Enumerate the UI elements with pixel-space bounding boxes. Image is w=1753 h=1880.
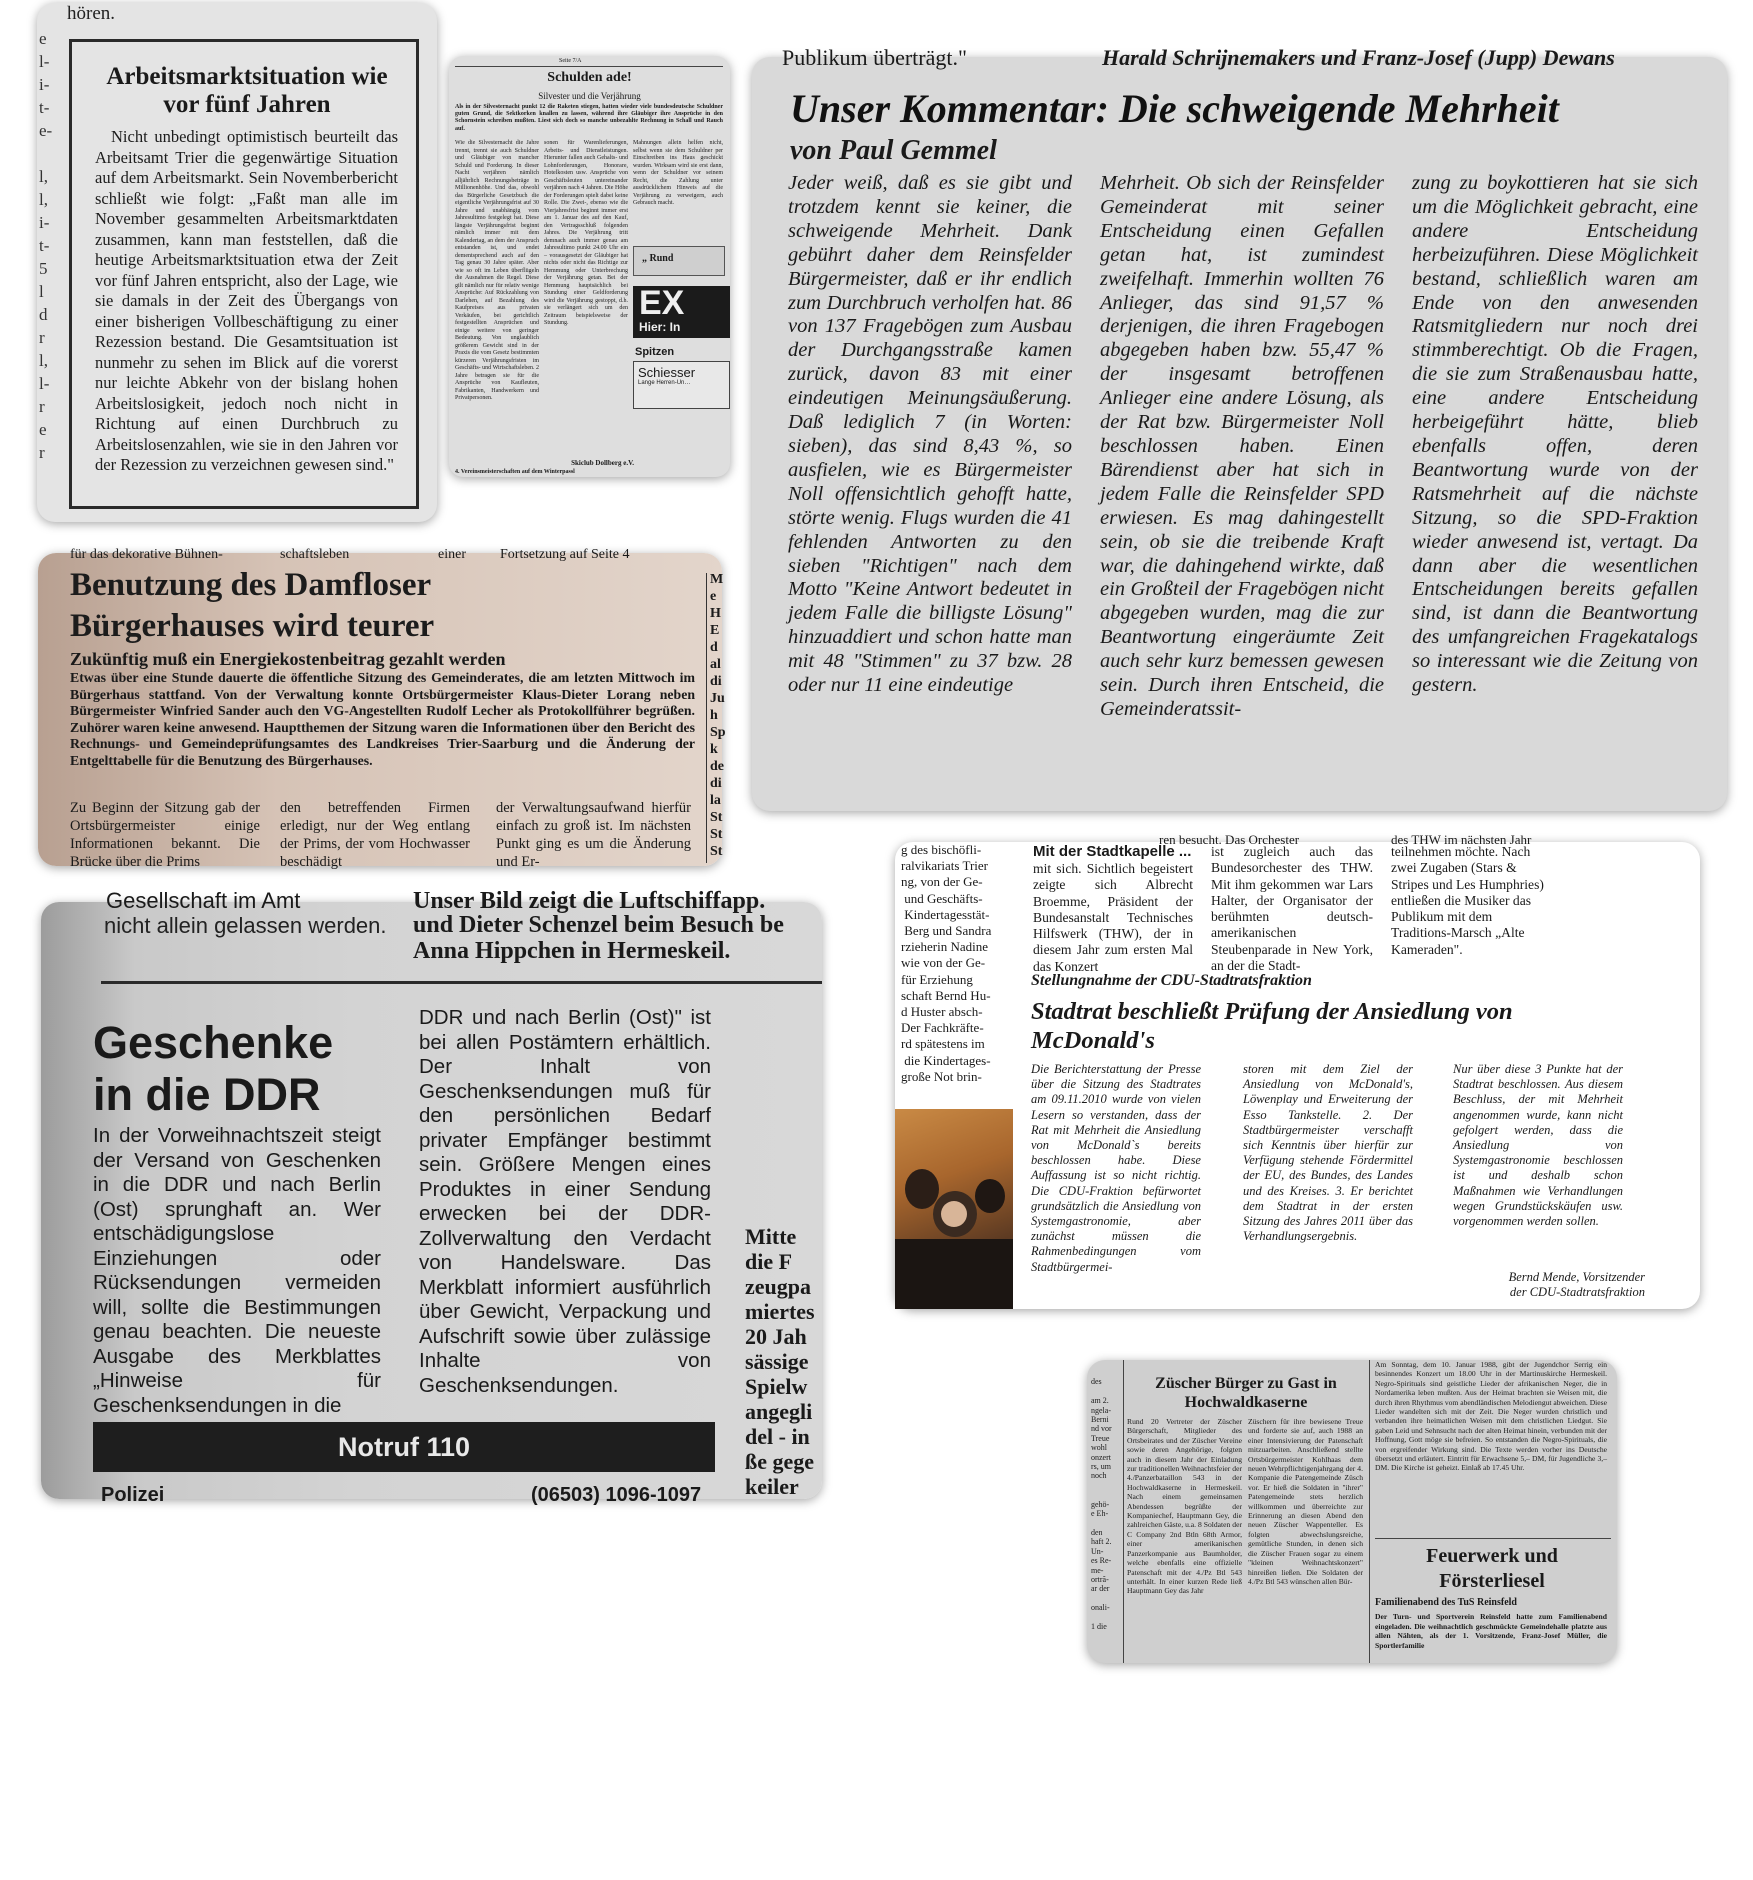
clip2-ad-rund	[633, 246, 725, 276]
clip3-top-fragment: Publikum überträgt."	[782, 45, 967, 70]
clip6-sign2: der CDU-Stadtratsfraktion	[1509, 1285, 1645, 1299]
clip4-top-fragment-4: Fortsetzung auf Seite 4	[500, 547, 630, 562]
clip3-byline: von Paul Gemmel	[790, 135, 997, 166]
clip2-ad-schiesser-box	[633, 361, 730, 409]
clip5-top-left: nicht allein gelassen werden.	[104, 913, 387, 938]
clip1-left-margin: e l- i- t- e- l, l, i- t- 5 l d r l, l- r e r	[39, 29, 53, 462]
clip2-ad-ex-text: EX	[639, 284, 685, 322]
clip3-col2: Mehrheit. Ob sich der Reinsfelder Gemeinderat mit seiner Entscheidung einen Gefallen getan hat, ist zumindest zweifelhaft. Immerhin wollten 76 Anlieger, das sind 91,57 % derjenigen, die ihren Fragebogen abgegeben haben bzw. 55,47 % der insgesamt betroffenen Anlieger eine andere Lösung, als der Rat bzw. Bürgermeister Noll beschlossen haben. Einen Bärendienst aber hat sich in jedem Falle die Reinsfelder SPD erwiesen. Es mag dahingestellt sein, ob sie die treibende Kraft war, die dahingehend wirkte, daß ein Großteil der Fragebögen nicht abgegeben wurden, mag die zur Beantwortung eingeräumte Zeit auch sehr kurz bemessen gewesen sein. Durch ihren Entscheid, die Gemeinderatssit-	[1100, 172, 1384, 720]
clip7-subhead2: Familienabend des TuS Reinsfeld	[1375, 1597, 1517, 1608]
clip6-col0: g des bischöfli- ralvikariats Trier ng, von der Ge- und Geschäfts- Kindertagesstät- Berg und Sandra rzieherin Nadine wie von der Ge- für Erziehung schaft Bernd Hu- d Huster absch- Der Fachkräfte- rd spätestens im die Kindertages- große Not brin-	[901, 842, 992, 1084]
clip7-col1: Rund 20 Vertreter der Züscher Bürgerschaft, Mitglieder des Ortsbeirates und der Züscher Vereine sowie deren Angehörige, folgten auch in diesem Jahr der Einladung zur traditionellen Weihnachtsfeier der 4./Panzerbataillon 543 in der Hochwaldkaserne in Hermeskeil. Nach einem gemeinsamen Abendessen begrüßte der Kompaniechef, Hauptmann Gey, die zahlreichen Gäste, u.a. 8 Soldaten der C Company 2nd Btln 68th Armor, einer amerikanischen Panzerkompanie aus Baumholder, welche ebenfalls eine offizielle Patenschaft mit der 4./Pz Btl 543 unterhält. In einer kurzen Rede ließ Hauptmann Gey das Jahr	[1127, 1417, 1242, 1596]
clip6-photo-bodies	[895, 1239, 1013, 1309]
clip6-photo-person-1	[905, 1169, 939, 1209]
clip2-col2: sonen für Warenlieferungen, Arbeits- und Dienstleistungen. Hierunter fallen auch Gehalts- und Lohnforderungen, Honorare, Hotelkosten usw. Ansprüche von Geschäftsleuten untereinander verjähren nach 4 Jahren. Die Höhe der Forderungen spielt dabei keine Rolle. Die Zwei-, ebenso wie die Vierjahresfrist beginnt immer erst am 1. Januar des auf den Kauf, den Vertragsschluß folgenden Jahres. Die Verjährung tritt demnach auch immer genau am Jahresultimo punkt 24.00 Uhr ein – vorausgesetzt der Gläubiger hat nichts oder nicht das Richtige zur Hemmung oder Unterbrechung der Verjährung getan. Bei der Hemmung hauptsächlich bei Stundung einer Geldforderung wird die Verjährung gestoppt, d.h. sie verlängert sich um den Zeitraum beispielsweise der Stundung.	[544, 140, 628, 326]
clip4-lead: Etwas über eine Stunde dauerte die öffentliche Sitzung des Gemeinderates, die am letzten Mittwoch im Bürgerhaus stattfand. Von der Verwaltung konnte Ortsbürgermeister Klaus-Dieter Lorang neben Bürgermeister Winfried Sander auch den VG-Angestellten Rudolf Lecher als Protokollführer begrüßen. Zuhörer waren keine anwesend. Hauptthemen der Sitzung waren die Informationen über den Bericht des Rechnungs- und Gemeindeprüfungsamtes des Landkreises Trier-Saarburg und die Änderung der Entgelttabelle für die Benutzung des Bürgerhauses.	[70, 670, 695, 768]
clip2-ad-spitzen: Spitzen	[635, 346, 675, 358]
clip2-subhead: Silvester und die Verjährung	[538, 91, 641, 101]
clip5-top-right-2: und Dieter Schenzel beim Besuch be	[413, 912, 784, 938]
clip7-col2: Züschern für ihre bewiesene Treue und forderte sie auf, auch 1988 an einer Intensivierung der Patenschaft mitzuarbeiten. Anschließend stellte Ortsbürgermeister Kohlhaas dem neuen Wehrpflichtigenjahrgang der 4. Kompanie die Patengemeinde Züsch vor. Er hieß die Soldaten in "ihrer" Patengemeinde stets herzlich willkommen und überreichte zur Erinnerung an diesen Abend den neuen Züscher Wappenteller. Es folgten abwechslungsreiche, gemütliche Stunden, in denen sich die Züscher Frauen sogar zu einem "kleinen Weihnachtskonzert" hinreißen ließen. Die Soldaten der 4./Pz Btl 543 wünschen allen Bür-	[1248, 1417, 1363, 1586]
clip2-ad-hier-text: Hier: In	[639, 320, 681, 334]
clip1-body: Nicht unbedingt optimistisch beurteilt das Arbeitsamt Trier die gegenwärtige Situation auf dem Arbeitsmarkt. Sein Novemberbericht schließt wie folgt: „Faßt man alle im November gesammelten Arbeitsmarktdaten zusammen, kann man feststellen, daß die heutige Arbeitsmarktsituation etwa der Zeit vor fünf Jahren entspricht, also der Lage, wie sie damals in der Zeit des Übergangs von einer bisherigen Vollbeschäftigung zu einer Rezession bestand. Die Gesamtsituation ist nunmehr zu sehen im Blick auf die vorerst nur leichte Abkehr von der bislang hohen Arbeitslosigkeit, jedoch noch nicht in Richtung auf einen Durchbruch zu Arbeitslosenzahlen, wie sie in den Jahren vor der Rezession zu verzeichnen gewesen sind."	[95, 127, 398, 474]
clip3-top-names: Harald Schrijnemakers und Franz-Josef (Jupp) Dewans	[1102, 45, 1615, 70]
clip6-headline: Stadtrat beschließt Prüfung der Ansiedlung von McDonald's	[1031, 998, 1513, 1054]
clipping-zuesch-reinsfeld	[1087, 1360, 1617, 1663]
clip5-top-right-1: Unser Bild zeigt die Luftschiffapp.	[413, 888, 766, 914]
clip4-right-chars: M e H E d al di Ju h Sp k de di la St St St	[710, 572, 726, 859]
clip5-banner-text: Notruf 110	[337, 1432, 471, 1462]
clip6-bcol1: Die Berichterstattung der Presse über die Sitzung des Stadtrates am 09.11.2010 wurde von vielen Lesern so verstanden, dass der Rat mit Mehrheit die Ansiedlung von McDonald`s bereits beschlossen habe. Diese Auffassung ist so nicht richtig. Die CDU-Fraktion befürwortet grundsätzlich die Ansiedlung von Systemgastronomie, aber zunächst müssen die Rahmenbedingungen vom Stadtbürgermei-	[1031, 1062, 1201, 1274]
clip6-sign1: Bernd Mende, Vorsitzender	[1508, 1270, 1645, 1284]
clip5-banner	[93, 1422, 715, 1472]
clip2-ad-rund-text: „ Rund	[642, 253, 674, 264]
clipping-arbeitsmarkt	[37, 3, 437, 522]
clip2-col1: Wie die Silvesternacht die Jahre trennt, trennt sie auch Schuldner und Gläubiger von mancher Schuld und Forderung. In dieser Nacht verjähren nämlich alljährlich Rechnungsbeträge in Millionenhöhe. Und das, obwohl das Bürgerliche Gesetzbuch die eigentliche Verjährungsfrist auf 30 Jahre und unabhängig vom Jahresultimo festgelegt hat. Diese längste Verjährungsfrist beginnt nämlich immer mit dem Kalendertag, an dem der Anspruch entstanden ist, und endet dementsprechend auch auf den Tag genau 30 Jahre später. Aber wie so oft im Leben überflügeln die Ausnahmen die Regel. Diese gilt nämlich nur für relativ wenige Ansprüche: Auf Rückzahlung von Darlehen, auf Bezahlung des Kaufpreises aus privaten Verkäufen, bei gerichtlich festgestellten Ansprüchen und einige weitere von geringer Bedeutung. Von unglaublich größerem Gewicht sind in der Praxis die vom Gesetz bestimmten kürzeren Verjährungsfristen im Geschäfts- und Wirtschaftsleben. 2 Jahre betragen sie für die Ansprüche von Kaufleuten, Fabrikanten, Handwerkern und Privatpersonen.	[455, 140, 539, 401]
clip5-bottom-left: Polizei	[101, 1484, 165, 1506]
clip2-page-label: Seite 7/A	[559, 58, 582, 64]
clip7-left-chars: des am 2. ngela- Berni nd vor Treue wohl onzert rs, um noch gehö- e Eh- den haft 2. Un- es Re- me- ortrã- ar der onali- 1 die	[1091, 1377, 1112, 1631]
clip6-photo	[895, 1109, 1013, 1309]
clip1-headline: Arbeitsmarktsituation wie vor fünf Jahren	[106, 63, 388, 118]
clip5-col1: In der Vorweihnachtszeit steigt der Versand von Geschenken in die DDR und nach Berlin (Ost) sprunghaft an. Wer entschädigungslose Einziehungen oder Rücksendungen vermeiden will, sollte die Bestimmungen genau beachten. Die neueste Ausgabe des Merkblattes „Hinweise für Geschenksendungen in die	[93, 1124, 381, 1417]
clip7-headline: Züscher Bürger zu Gast in Hochwaldkaserne	[1155, 1375, 1337, 1411]
clipping-mcdonalds	[895, 832, 1700, 1309]
clip3-col1: Jeder weiß, daß es sie gibt und trotzdem kennt sie keiner, die schweigende Mehrheit. Dank gebührt daher dem Reinsfelder Bürgermeister, daß er ihr endlich zum Durchbruch verholfen hat. 86 von 137 Fragebögen zum Ausbau der Durchgangsstraße kamen zurück, davon 83 mit einer eindeutigen Meinungsäußerung. Daß lediglich 7 (in Worten: sieben), das sind 8,43 %, so ausfielen, wie es Bürgermeister Noll offensichtlich gehofft hatte, störte wenig. Flugs wurden die 41 fehlenden Antworten zu den sieben "Richtigen" nach dem Motto "Keine Antwort bedeutet in jedem Falle die billigste Lösung" hinzuaddiert und schon hatte man mit 48 "Stimmen" zu 37 bzw. 28 oder nur 11 eine eindeutige	[788, 172, 1072, 697]
clip2-ad-ex	[633, 286, 730, 338]
clip6-col2: ist zugleich auch das Bundesorchester des THW. Mit ihm gekommen war Lars Halter, der Organisator der berühmten deutsch-amerikanischen Steubenparade in New York, an der die Stadt-	[1211, 844, 1373, 974]
clip4-divider	[706, 573, 707, 863]
clip2-ad-address: Lange Herren-Un…	[638, 380, 691, 386]
clip7-vrule-2	[1369, 1360, 1370, 1663]
clip3-col3: zung zu boykottieren hat sie sich um die Möglichkeit gebracht, eine andere Entscheidung herbeizuführen. Diese Möglichkeit bestand, schließlich waren am Ende von den anwesenden Ratsmitgliedern nur noch drei stimmberechtigt. Ob die Fragen, die sie zum Straßenausbau hatte, eine andere Entscheidung herbeigeführt hätte, blieb ebenfalls offen, deren Beantwortung wurde von der Ratsmehrheit auf die nächste Sitzung, so die SPD-Fraktion wieder anwesend ist, vertagt. Da dann aber die wesentlichen Entscheidungen bereits gefallen sind, ist dann die Beantwortung des umfangreichen Fragekatalogs so interessant wie die Zeitung von gestern.	[1412, 172, 1698, 697]
clip6-photo-person-4	[975, 1179, 1005, 1213]
clip4-col3: der Verwaltungsaufwand hierfür einfach zu groß ist. Im nächsten Punkt ging es um die Änderung und Er-	[496, 800, 691, 870]
clip6-col3: teilnehmen möchte. Nach zwei Zugaben (Stars & Stripes und Les Humphries) entließen die Musiker das Publikum mit dem Traditions-Marsch „Alte Kameraden".	[1391, 844, 1544, 957]
clipping-geschenke-ddr	[41, 888, 822, 1506]
clip7-hrule	[1375, 1538, 1611, 1539]
clip4-top-fragment-2: schaftsleben	[280, 547, 350, 562]
clip4-col2: den betreffenden Firmen erledigt, nur der Weg entlang der Prims, der vom Hochwasser beschädigt	[280, 800, 470, 870]
clip6-photo-person-3	[941, 1201, 967, 1227]
clip4-col1: Zu Beginn der Sitzung gab der Ortsbürgermeister einige Informationen bekannt. Die Brücke über die Prims	[70, 800, 260, 870]
clip5-col2: DDR und nach Berlin (Ost)" ist bei allen Postämtern erhältlich. Der Inhalt von Geschenksendungen muß für den persönlichen Bedarf privater Empfänger bestimmt sein. Größere Mengen eines Produktes in einer Sendung erwecken bei der DDR-Zollverwaltung den Verdacht von Handelsware. Das Merkblatt informiert ausführlich über Gewicht, Verpackung und Aufschrift sowie über zulässige Inhalte von Geschenksendungen.	[419, 1006, 711, 1397]
clipping-kommentar	[752, 45, 1727, 811]
clip5-headline: Geschenke in die DDR	[93, 1017, 334, 1120]
clip2-headline: Schulden ade!	[547, 70, 632, 85]
clip4-subhead: Zukünftig muß ein Energiekostenbeitrag gezahlt werden	[70, 649, 506, 669]
clip7-headline2: Feuerwerk und Försterliesel	[1426, 1545, 1558, 1592]
clip4-top-fragment-1: für das dekorative Bühnen-	[70, 547, 223, 562]
clip6-bcol2: storen mit dem Ziel der Ansiedlung von McDonald's, Löwenplay und Erweiterung der Esso Tankstelle. 2. Der Stadtbürgermeister verschafft sich Kenntnis über hierfür zur Verfügung stehende Fördermittel der EU, des Bundes, des Landes und des Kreises. 3. Er berichtet dem Stadtrat in der ersten Sitzung des Jahres 2011 über das Verhandlungsergebnis.	[1243, 1062, 1413, 1244]
clip7-lead2: Der Turn- und Sportverein Reinsfeld hatte zum Familienabend eingeladen. Die weihnachtlich geschmückte Gemeindehalle platzte aus allen Nähten, als der 1. Vorsitzende, Franz-Josef Müller, die Sportlerfamilie	[1375, 1612, 1607, 1650]
clip5-bottom-right: (06503) 1096-1097	[531, 1484, 702, 1506]
clip2-signature: Skiclub Dollberg e.V.	[571, 459, 634, 467]
clip2-rule-top	[455, 66, 723, 67]
clipping-schulden-ade	[449, 56, 730, 477]
clip4-top-fragment-3: einer	[438, 547, 466, 562]
clip7-col3: Am Sonntag, dem 10. Januar 1988, gibt der Jugendchor Serrig ein besinnendes Konzert um 18.00 Uhr in der Martinuskirche Hermeskeil. Negro-Spirituals sind geistliche Lieder der afrikanischen Neger, die in Nordamerika leben mußten. Aus der Heimat brachten sie Weisen mit, die durch ihren Rhythmus vom abendländischen Melodiengut abweichen. Diese Lieder wandelten sich mit der Zeit. Die Neger wurden christlich und verbanden ihre heimatlichen Weisen mit dem christlichen Liedgut. Sie gaben Leid und Sehnsucht nach der alten Heimat hinein, verbunden mit der Hoffnung, Gott möge sie befreien. So entstanden die Negro-Spirituals, die von ergreifender Wirkung sind. Die Texte werden vorher ins Deutsche übersetzt und erläutert. Eintritt für Erwachsene 5,– DM, für Jugendliche 3,– DM. Die Kirche ist geheizt. Einlaß ab 17.45 Uhr.	[1375, 1360, 1607, 1473]
clip6-col3-top: des THW im nächsten Jahr	[1391, 832, 1532, 847]
clip7-vrule-1	[1123, 1360, 1124, 1663]
clip5-top-left-fragment: Gesellschaft im Amt	[106, 888, 301, 913]
clip6-col1-top: ren besucht. Das Orchester	[1159, 832, 1300, 847]
clip2-col3: Mahnungen allein helfen nicht, selbst wenn sie dem Schuldner per Einschreiben ins Haus geschickt wurden. Wirksam wird sie erst dann, wenn der Schuldner vor seinem Recht, die Zahlung unter ausdrücklichem Hinweis auf die Verjährung zu verweigern, auch Gebrauch macht.	[633, 140, 723, 206]
clip2-ad-schiesser: Schiesser	[638, 365, 696, 380]
clip5-top-right-3: Anna Hippchen in Hermeskeil.	[413, 938, 731, 964]
clip6-col1: mit sich. Sichtlich begeistert zeigte sich Albrecht Broemme, Präsident der Bundesanstalt Technisches Hilfswerk (THW), der in diesem Jahr zum ersten Mal das Konzert	[1033, 861, 1193, 974]
clip6-kicker: Stellungnahme der CDU-Stadtratsfraktion	[1031, 972, 1312, 989]
clip2-intro: Als in der Silvesternacht punkt 12 die Raketen stiegen, hatten wieder viele bundesdeutsche Schuldner guten Grund, die Sektkorken knallen zu lassen, während ihre Gläubiger ihre Ansprüche in den Schornstein schreiben mußten. Liest sich doch so manche unbezahlte Rechnung in Schall und Rauch auf.	[455, 104, 723, 132]
clip5-col3: Mitte die F zeugpa miertes 20 Jah sässige Spielw angegli del - in ße gege keiler	[745, 1224, 815, 1499]
clip6-col1-title: Mit der Stadtkapelle ...	[1033, 843, 1192, 860]
clip4-headline: Benutzung des Damfloser Bürgerhauses wird teurer	[70, 567, 435, 644]
clipping-buergerhaus	[38, 547, 726, 870]
clip2-bottom-line: 4. Vereinsmeisterschaften auf dem Winterpassl	[455, 469, 575, 475]
clip3-headline: Unser Kommentar: Die schweigende Mehrheit	[790, 86, 1559, 131]
clip1-top-fragment: hören.	[67, 3, 116, 24]
clip6-bcol3: Nur über diese 3 Punkte hat der Stadtrat beschlossen. Aus diesem Beschluss, der mit Mehrheit angenommen wurde, kann nicht gefolgert werden, dass die Ansiedlung von Systemgastronomie beschlossen ist und deshalb schon Maßnahmen wie Verhandlungen wegen Grundstückskäufen usw. vorgenommen werden sollen.	[1453, 1062, 1623, 1229]
clip5-rule	[101, 981, 822, 984]
